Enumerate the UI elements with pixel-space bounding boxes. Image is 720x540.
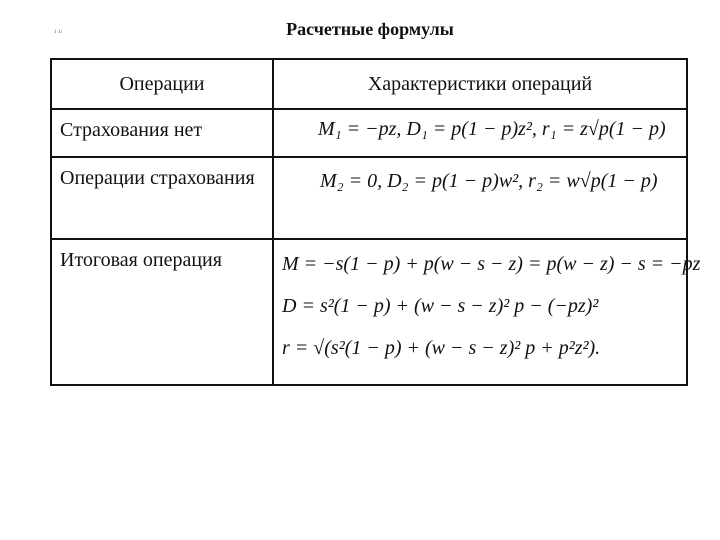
formula-cell — [273, 239, 701, 385]
table-row — [51, 109, 687, 157]
operation-name: Страхования нет — [51, 109, 273, 157]
column-header-operations: Операции — [51, 59, 273, 109]
formula: M₁ = −pz, D₁ = p(1 − p)z², r₁ = z√p(1 − p) — [318, 118, 666, 140]
formula: r = √(s²(1 − p) + (w − s − z)² p + p²z²). — [282, 337, 601, 359]
formula: M₂ = 0, D₂ = p(1 − p)w², r₂ = w√p(1 − p) — [320, 170, 658, 192]
corner-mark: ¹ ¹ᵗ — [54, 28, 63, 37]
formulas-table — [50, 58, 701, 386]
table-row — [51, 157, 687, 239]
formula-cell — [273, 109, 687, 157]
operation-name: Операции страхования — [51, 157, 273, 239]
table-header-row — [51, 59, 687, 109]
table-row — [51, 239, 687, 385]
column-header-characteristics: Характеристики операций — [273, 59, 687, 109]
operation-name: Итоговая операция — [51, 239, 273, 385]
page-title: Расчетные формулы — [286, 19, 454, 39]
formula: M = −s(1 − p) + p(w − s − z) = p(w − z) − s = −pz — [282, 253, 701, 275]
formula: D = s²(1 − p) + (w − s − z)² p − (−pz)² — [282, 295, 599, 317]
formula-cell — [273, 157, 687, 239]
